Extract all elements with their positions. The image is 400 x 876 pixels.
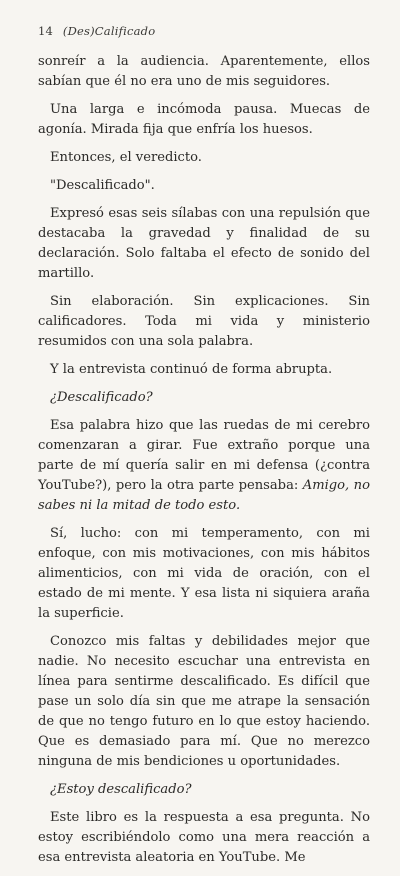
running-title: (Des)Calificado bbox=[62, 24, 156, 38]
paragraph-6: Sin elaboración. Sin explicaciones. Sin calificadores. Toda mi vida y ministerio resumidos con una sola palabra. bbox=[38, 294, 370, 349]
paragraph-9 bbox=[38, 416, 370, 516]
paragraph-11: Conozco mis faltas y debilidades mejor que nadie. No necesito escuchar una entrevista en línea para sentirme descalificado. Es difícil que pase un solo día sin que me atrape la sensación de que no tengo futuro en lo que estoy haciendo. Que es demasiado para mí. Que no merezco ninguna de mis bendiciones u oportunidades. bbox=[38, 634, 370, 769]
paragraph-9-italic: Amigo, no sabes ni la mitad de todo esto. bbox=[38, 478, 370, 513]
running-head bbox=[38, 24, 155, 38]
page-number: 14 bbox=[38, 24, 54, 38]
paragraph-1: sonreír a la audiencia. Aparentemente, ellos sabían que él no era uno de mis seguidores. bbox=[38, 54, 370, 89]
paragraph-2: Una larga e incómoda pausa. Muecas de agonía. Mirada fija que enfría los huesos. bbox=[38, 102, 370, 137]
paragraph-8: ¿Descalificado? bbox=[50, 390, 153, 405]
paragraph-10: Sí, lucho: con mi temperamento, con mi enfoque, con mis motivaciones, con mis hábitos alimenticios, con mi vida de oración, con el estado de mi mente. Y esa lista ni siquiera araña la superficie. bbox=[38, 526, 370, 621]
paragraph-7: Y la entrevista continuó de forma abrupta. bbox=[50, 362, 333, 377]
paragraph-3: Entonces, el veredicto. bbox=[50, 150, 202, 165]
paragraph-5: Expresó esas seis sílabas con una repulsión que destacaba la gravedad y finalidad de su declaración. Solo faltaba el efecto de sonido del martillo. bbox=[38, 206, 370, 281]
paragraph-4: "Descalificado". bbox=[50, 178, 155, 193]
paragraph-9-roman: Esa palabra hizo que las ruedas de mi cerebro comenzaran a girar. Fue extraño porque una parte de mí quería salir en mi defensa (¿contra YouTube?), pero la otra parte pensaba: bbox=[38, 418, 370, 493]
paragraph-12: ¿Estoy descalificado? bbox=[50, 782, 192, 797]
body-text bbox=[38, 52, 370, 876]
paragraph-13: Este libro es la respuesta a esa pregunta. No estoy escribiéndolo como una mera reacción a esa entrevista aleatoria en YouTube. Me bbox=[38, 810, 370, 865]
